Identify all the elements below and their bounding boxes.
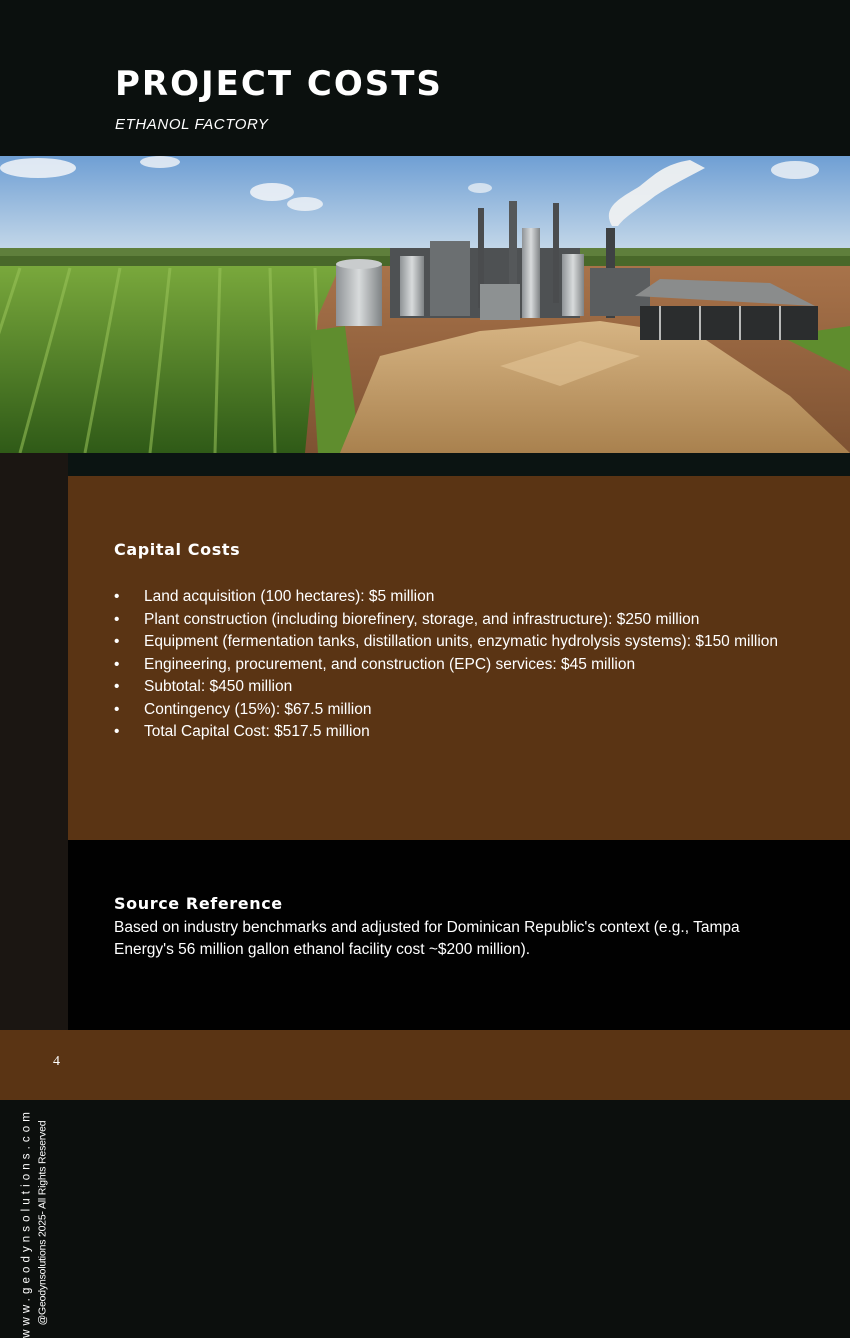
copyright-text: @Geodynsolutions 2025- All Rights Reserved [36,1120,49,1326]
page-subtitle: ETHANOL FACTORY [115,116,269,133]
list-item: • Plant construction (including biorefinery, storage, and infrastructure): $250 million [114,609,814,632]
source-reference-heading: Source Reference [114,894,283,913]
list-item: • Equipment (fermentation tanks, distillation units, enzymatic hydrolysis systems): $150 million [114,631,814,654]
hero-image [0,156,850,453]
list-item: • Land acquisition (100 hectares): $5 million [114,586,814,609]
page-title: PROJECT COSTS [115,64,443,104]
list-item: • Contingency (15%): $67.5 million [114,699,814,722]
source-reference-text: Based on industry benchmarks and adjusted for Dominican Republic's context (e.g., Tampa Energy's 56 million gallon ethanol facility cost ~$200 million). [114,919,740,958]
list-item: • Total Capital Cost: $517.5 million [114,721,814,744]
capital-costs-heading: Capital Costs [114,540,241,559]
capital-costs-section [68,476,850,840]
source-reference-section [68,840,850,1030]
website-text: www.geodynsolutions.com [20,1108,33,1338]
divider-strip [0,453,850,476]
side-bar [0,453,68,1338]
list-item: • Subtotal: $450 million [114,676,814,699]
list-item: • Engineering, procurement, and construction (EPC) services: $45 million [114,654,814,677]
capital-costs-list [114,586,814,744]
page-header [0,0,850,156]
page-footer [0,1030,850,1100]
page-number: 4 [53,1054,60,1069]
